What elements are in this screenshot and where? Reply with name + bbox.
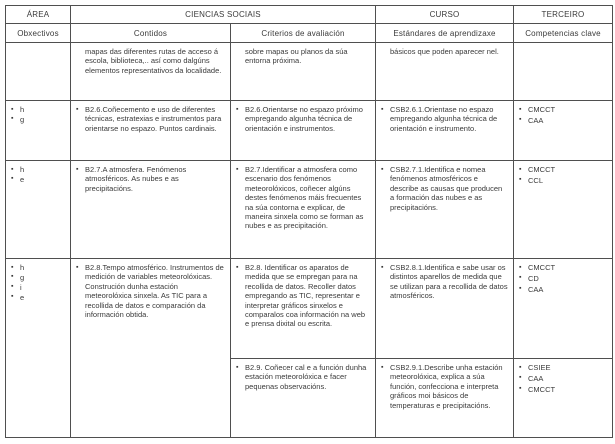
contidos-cell [71, 161, 231, 259]
competencias-cell [514, 359, 613, 438]
criterios-text: ▪ B2.7.Identificar a atmosfera como escenario dos fenómenos meteorolóxicos, coñecer algúns destes fenómenos máis frecuentes na súa contorna e explicar, de maneira sinxela como se forman as nubes e as precipitación. [235, 165, 370, 231]
table-row [6, 43, 613, 101]
obxectivos-cell [6, 161, 71, 259]
criterios-text: ▪ B2.8. Identificar os aparatos de medida que se empregan para na recollida de datos. Recoller datos empregando as TIC, representar e interpretar gráficos sinxelos e comparalos coa información na web e prensa dixital ou escrita. [235, 263, 370, 329]
competencias-cell-empty [514, 43, 613, 101]
competencia-item: ▪ CMCCT [518, 165, 607, 174]
header-row-2 [6, 24, 613, 43]
objective-item: ▪ e [10, 175, 65, 184]
header-area: ÁREA [6, 6, 71, 24]
competencias-cell [514, 101, 613, 161]
objective-item: ▪ h [10, 105, 65, 114]
estandares-text: ▪ CSB2.9.1.Describe unha estación meteorolóxica, explica a súa función, confecciona e interpreta gráficos moi básicos de temperaturas e precipitacións. [380, 363, 508, 410]
contidos-text: ▪ B2.7.A atmosfera. Fenómenos atmosféricos. As nubes e as precipitacións. [75, 165, 225, 193]
estandares-text: ▪ CSB2.6.1.Orientase no espazo empregando algunha técnica de orientación e instrumento. [380, 105, 508, 133]
criterios-cell [231, 359, 376, 438]
estandares-cell [376, 101, 514, 161]
table-row [6, 161, 613, 259]
contidos-cell [71, 43, 231, 101]
competencia-item: ▪ CMCCT [518, 263, 607, 272]
criterios-text: ▪ B2.9. Coñecer cal e a función dunha estación meteorolóxica e facer pequenas observacións. [235, 363, 370, 391]
contidos-cell [71, 259, 231, 438]
estandares-text: ▪ CSB2.8.1.Identifica e sabe usar os distintos aparellos de medida que se utilizan para a recollida de datos atmosféricos. [380, 263, 508, 301]
competencia-item: ▪ CD [518, 274, 607, 283]
estandares-text: básicos que poden aparecer nel. [390, 47, 499, 56]
col-header-criterios: Criterios de avaliación [231, 24, 376, 43]
criterios-cell [231, 43, 376, 101]
col-header-estandares: Estándares de aprendizaxe [376, 24, 514, 43]
estandares-cell [376, 43, 514, 101]
criterios-text: sobre mapas ou planos da súa entorna próxima. [245, 47, 348, 66]
estandares-cell [376, 161, 514, 259]
competencia-item: ▪ CCL [518, 176, 607, 185]
header-subject: CIENCIAS SOCIAIS [71, 6, 376, 24]
objective-item: ▪ h [10, 165, 65, 174]
curriculum-table [5, 5, 613, 438]
objective-item: ▪ h [10, 263, 65, 272]
objective-item: ▪ g [10, 115, 65, 124]
col-header-obxectivos: Obxectivos [6, 24, 71, 43]
header-curso: CURSO [376, 6, 514, 24]
competencia-item: ▪ CMCCT [518, 385, 607, 394]
competencias-cell [514, 161, 613, 259]
objective-item: ▪ e [10, 293, 65, 302]
criterios-cell [231, 101, 376, 161]
objective-item: ▪ i [10, 283, 65, 292]
header-level: TERCEIRO [514, 6, 613, 24]
objective-item: ▪ g [10, 273, 65, 282]
competencia-item: ▪ CSIEE [518, 363, 607, 372]
competencia-item: ▪ CAA [518, 116, 607, 125]
table-row [6, 101, 613, 161]
contidos-text: ▪ B2.8.Tempo atmosférico. Instrumentos de medición de variables meteorolóxicas. Construción dunha estación meteorolóxica sinxela. As TIC para a recollida de datos e comparación da información obtida. [75, 263, 225, 319]
estandares-text: ▪ CSB2.7.1.Identifica e nomea fenómenos atmosféricos e describe as causas que producen a formación das nubes e as precipitacións. [380, 165, 508, 212]
contidos-text: ▪ B2.6.Coñecemento e uso de diferentes técnicas, estratexias e instrumentos para orientarse no espazo. Puntos cardinais. [75, 105, 225, 133]
contidos-text: mapas das diferentes rutas de acceso á escola, biblioteca,.. así como dalgúns elementos representativos da localidade. [85, 47, 222, 75]
contidos-cell [71, 101, 231, 161]
criterios-cell [231, 259, 376, 359]
obxectivos-cell-empty [6, 43, 71, 101]
col-header-competencias: Competencias clave [514, 24, 613, 43]
estandares-cell [376, 259, 514, 359]
competencia-item: ▪ CAA [518, 374, 607, 383]
criterios-cell [231, 161, 376, 259]
competencia-item: ▪ CAA [518, 285, 607, 294]
header-row-1 [6, 6, 613, 24]
competencia-item: ▪ CMCCT [518, 105, 607, 114]
col-header-contidos: Contidos [71, 24, 231, 43]
obxectivos-cell [6, 101, 71, 161]
criterios-text: ▪ B2.6.Orientarse no espazo próximo empregando algunha técnica de orientación e instrumentos. [235, 105, 370, 133]
estandares-cell [376, 359, 514, 438]
table-row [6, 259, 613, 359]
obxectivos-cell [6, 259, 71, 438]
competencias-cell [514, 259, 613, 359]
